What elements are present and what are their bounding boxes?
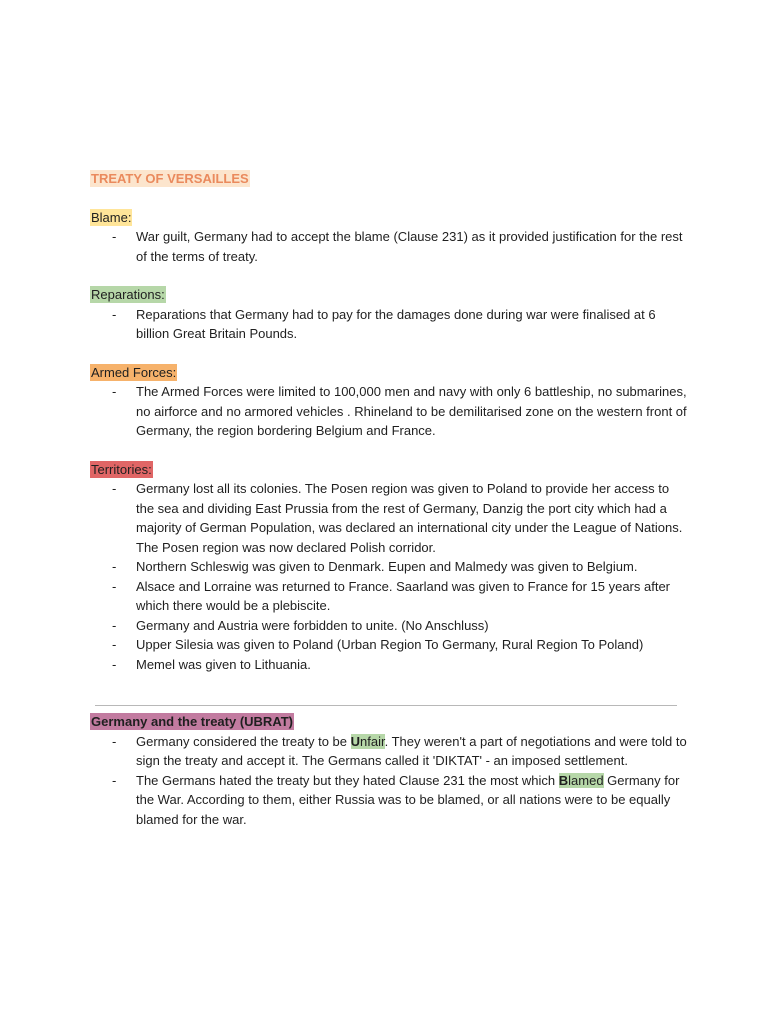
list-item: - Memel was given to Lithuania. xyxy=(90,655,688,675)
bullet-list-territories xyxy=(90,479,688,674)
section-heading-territories: Territories: xyxy=(91,461,152,477)
list-item-unfair xyxy=(90,732,688,771)
bullet-list-blame xyxy=(90,227,688,266)
list-item: - Reparations that Germany had to pay for the damages done during war were finalised at 6 billion Great Britain Pounds. xyxy=(90,305,688,344)
bullet-list-reparations xyxy=(90,305,688,344)
section-heading-armed-forces: Armed Forces: xyxy=(91,364,177,380)
section-heading-blame: Blame: xyxy=(91,209,132,225)
list-item: - The Armed Forces were limited to 100,000 men and navy with only 6 battleship, no submarines, no airforce and no armored vehicles . Rhineland to be demilitarised zone on the western front of Germany, the region bordering Belgium and France. xyxy=(90,382,688,441)
list-item-text: Germany considered the treaty to be xyxy=(136,733,351,749)
list-item-blamed xyxy=(90,771,688,830)
keyword-highlight-blamed xyxy=(559,773,604,788)
keyword-initial-letter: U xyxy=(350,733,361,749)
list-item: - Upper Silesia was given to Poland (Urban Region To Germany, Rural Region To Poland) xyxy=(90,635,688,655)
list-item: - Northern Schleswig was given to Denmark. Eupen and Malmedy was given to Belgium. xyxy=(90,557,688,577)
list-item: - Germany lost all its colonies. The Posen region was given to Poland to provide her access to the sea and dividing East Prussia from the rest of Germany, Danzig the port city which had a majority of German Population, was declared an international city under the League of Nations. The Posen region was now declared Polish corridor. xyxy=(90,479,688,557)
keyword-rest: nfair xyxy=(360,733,385,749)
list-item-text: Germany for the War. According to them, either Russia was to be blamed, or all nations were to be equally blamed for the war. xyxy=(136,772,680,827)
list-item: - War guilt, Germany had to accept the blame (Clause 231) as it provided justification for the rest of the terms of treaty. xyxy=(90,227,688,266)
section-reparations xyxy=(90,285,768,344)
keyword-rest: lamed xyxy=(568,772,604,788)
keyword-initial-letter: B xyxy=(558,772,569,788)
section-heading-reparations: Reparations: xyxy=(91,287,165,302)
part2-heading: Germany and the treaty (UBRAT) xyxy=(91,714,294,729)
horizontal-divider xyxy=(95,705,677,706)
bullet-list-ubrat xyxy=(90,732,688,830)
section-armed-forces xyxy=(90,363,768,441)
keyword-highlight-unfair xyxy=(351,734,385,749)
section-territories xyxy=(90,460,768,675)
list-item-text: . They weren't a part of negotiations and were told to sign the treaty and accept it. The Germans called it 'DIKTAT' - an imposed settlement. xyxy=(136,733,687,768)
document-title: TREATY OF VERSAILLES xyxy=(91,171,249,186)
section-blame xyxy=(90,208,768,267)
list-item-text: The Germans hated the treaty but they hated Clause 231 the most which xyxy=(136,772,559,788)
bullet-list-armed-forces xyxy=(90,382,688,441)
list-item: - Alsace and Lorraine was returned to France. Saarland was given to France for 15 years after which there would be a plebiscite. xyxy=(90,577,688,616)
list-item: - Germany and Austria were forbidden to unite. (No Anschluss) xyxy=(90,616,688,636)
